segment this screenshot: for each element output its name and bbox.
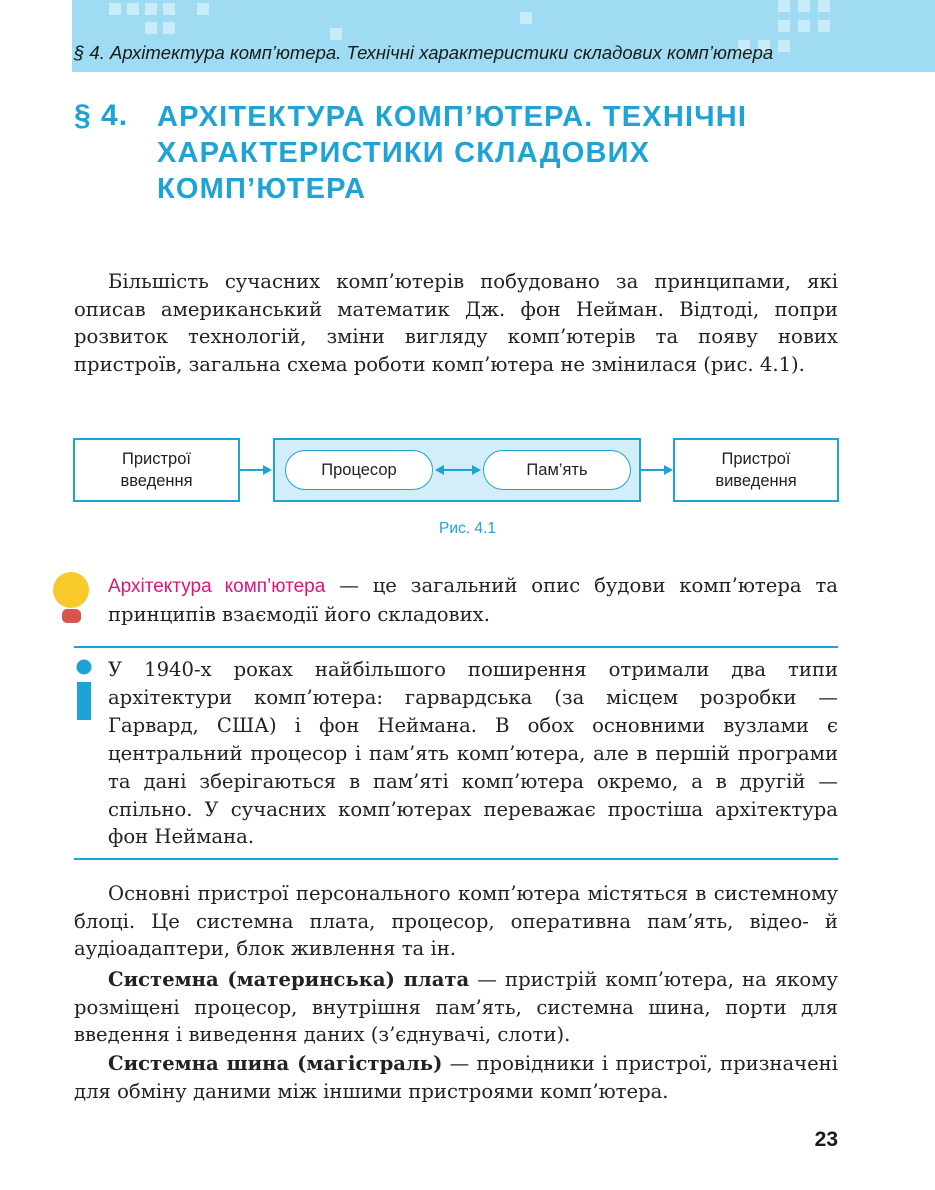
arrow-head-icon: [664, 465, 673, 475]
output-devices-label-1: Пристрої: [721, 450, 791, 468]
arrow-head-icon: [435, 465, 444, 475]
input-devices-label-2: введення: [120, 472, 193, 490]
output-devices-label-2: виведення: [715, 472, 797, 490]
lightbulb-icon: [52, 571, 92, 627]
info-top-rule: [74, 646, 838, 648]
title-line-3: КОМП’ЮТЕРА: [157, 173, 367, 205]
definition-text: — це загальний опис будови комп’ютера та принципів взаємодії його складових.: [108, 574, 838, 626]
memory-pill: Пам’ять: [483, 450, 631, 490]
info-icon: [76, 658, 96, 722]
definition: [108, 572, 838, 628]
info-text: У 1940-х роках найбільшого поширення отримали два типи архітектури комп’ютера: гарвардська (за місцем розробки — Гарвард, США) і фон Неймана. В обох основними вузлами є центральний процесор і пам’ять комп’ютера, але в першій програми та дані зберігаються в пам’яті комп’ютера окремо, а в другій — спільно. У сучасних комп’ютерах переважає простіша архітектура фон Неймана.: [108, 658, 838, 849]
intro-paragraph: Більшість сучасних комп’ютерів побудовано за принципами, які описав американський математик Дж. фон Нейман. Відтоді, попри розвиток технологій, зміни вигляду комп’ютерів та появу нових пристроїв, загальна схема роботи комп’ютера не змінилася (рис. 4.1).: [74, 270, 838, 376]
body-paragraph-2: [74, 966, 838, 1049]
figure-caption: Рис. 4.1: [439, 520, 496, 537]
title-line-2: ХАРАКТЕРИСТИКИ СКЛАДОВИХ: [157, 137, 651, 169]
term-system-bus: Системна шина (магістраль): [108, 1052, 443, 1075]
body-paragraph-3: [74, 1050, 838, 1105]
motherboard-definition: — пристрій комп’ютера, на якому розміщені процесор, внутрішня пам’ять, системна шина, порти для введення і виведення даних (з’єднувачі, слоти).: [74, 968, 838, 1046]
page-number: 23: [814, 1128, 838, 1151]
title-line-1: АРХІТЕКТУРА КОМП’ЮТЕРА. ТЕХНІЧНІ: [157, 101, 748, 133]
info-bottom-rule: [74, 858, 838, 860]
running-head: § 4. Архітектура комп’ютера. Технічні характеристики складових комп’ютера: [74, 42, 774, 63]
arrow-head-icon: [263, 465, 272, 475]
body-paragraph-1: Основні пристрої персонального комп’ютера містяться в системному блоці. Це системна плата, процесор, оперативна пам’ять, відео- й аудіоадаптери, блок живлення та ін.: [74, 882, 838, 960]
processor-pill: Процесор: [285, 450, 433, 490]
definition-term: Архітектура комп’ютера: [108, 576, 326, 597]
input-devices-label-1: Пристрої: [122, 450, 191, 468]
section-number: § 4.: [74, 99, 129, 132]
term-motherboard: Системна (материнська) плата: [108, 968, 470, 991]
arrow-head-icon: [472, 465, 481, 475]
system-bus-definition: — провідники і пристрої, призначені для обміну даними між іншими пристроями комп’ютера.: [74, 1052, 838, 1103]
